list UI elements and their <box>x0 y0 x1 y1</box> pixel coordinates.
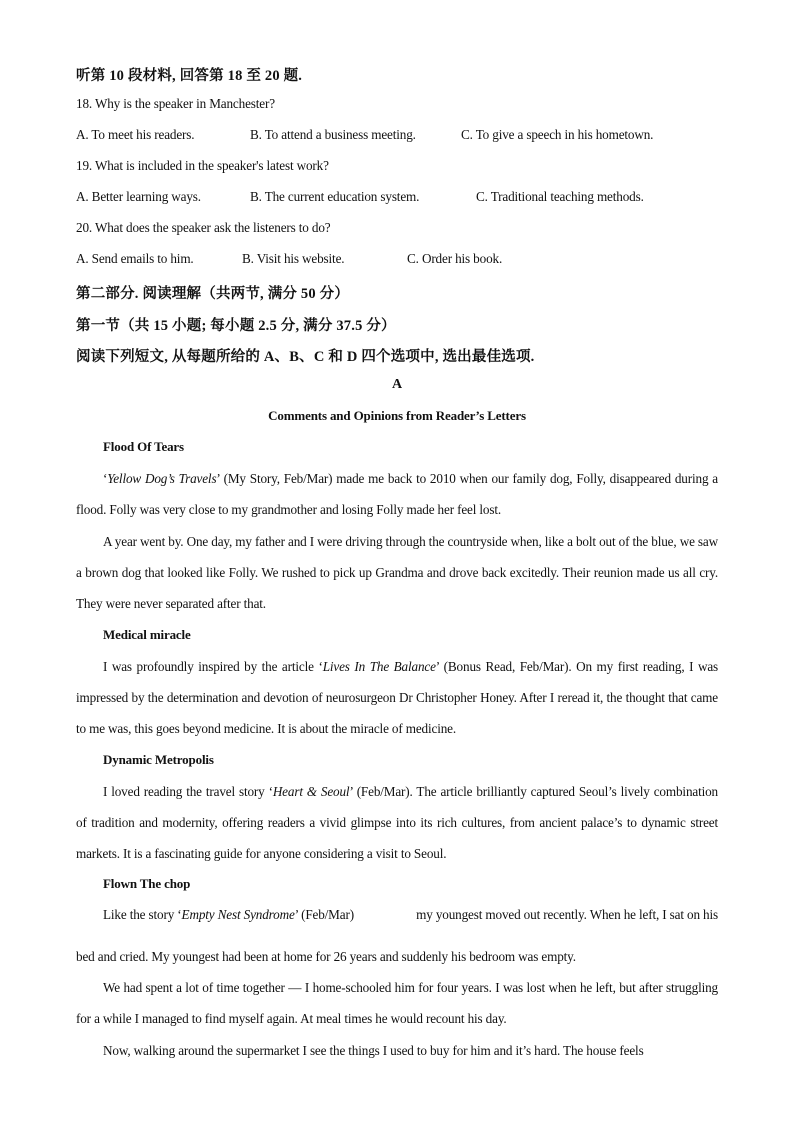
letter-heading: Flood Of Tears <box>103 439 184 454</box>
letter-paragraph: A year went by. One day, my father and I were driving through the countryside when, like a bolt out of the blue, we saw a brown dog that looked like Folly. We rushed to pick up Grandma and drove back excitedly. Their reunion made us all cry. They were never separated after that. <box>76 534 718 612</box>
question-18-options <box>76 127 653 143</box>
letter-heading: Dynamic Metropolis <box>103 752 214 767</box>
story-title: Lives In The Balance <box>322 659 436 674</box>
letter-paragraph: I loved reading the travel story ‘Heart & Seoul’ (Feb/Mar). The article brilliantly captured Seoul’s lively combination of tradition and modernity, offering readers a vivid glimpse into its rich cultures, from ancient palace’s to dynamic street markets. It is a fascinating guide for anyone considering a visit to Seoul. <box>76 784 719 862</box>
letter-paragraph: I was profoundly inspired by the article ‘Lives In The Balance’ (Bonus Read, Feb/Mar). On my first reading, I was impressed by the determination and devotion of neurosurgeon Dr Christopher Honey. After I reread it, the thought that came to me was, this goes beyond medicine. It is about the miracle of medicine. <box>76 659 718 737</box>
story-title: Yellow Dog’s Travels <box>107 471 217 486</box>
option-a: A. Better learning ways. <box>76 189 201 204</box>
option-a: A. Send emails to him. <box>76 251 194 266</box>
option-b: B. Visit his website. <box>242 251 345 266</box>
passage-title: Comments and Opinions from Reader’s Letters <box>268 408 526 423</box>
part2-instruction: 阅读下列短文, 从每题所给的 A、B、C 和 D 四个选项中, 选出最佳选项. <box>76 349 535 365</box>
option-b: B. The current education system. <box>250 189 420 204</box>
section10-heading: 听第 10 段材料, 回答第 18 至 20 题. <box>76 68 303 84</box>
question-18-stem: 18. Why is the speaker in Manchester? <box>76 96 275 111</box>
letter-paragraph-first-line: Like the story ‘Empty Nest Syndrome’ (Feb/Mar) my youngest moved out recently. When he left, I sat on his <box>103 907 718 922</box>
letter-heading: Medical miracle <box>103 627 191 642</box>
story-title: Empty Nest Syndrome <box>181 907 295 922</box>
option-c: C. To give a speech in his hometown. <box>461 127 654 142</box>
letter-heading: Flown The chop <box>103 876 191 891</box>
question-19-stem: 19. What is included in the speaker's latest work? <box>76 158 329 173</box>
question-20-stem: 20. What does the speaker ask the listeners to do? <box>76 220 331 235</box>
part2-title: 第二部分. 阅读理解（共两节, 满分 50 分） <box>76 286 350 302</box>
option-c: C. Traditional teaching methods. <box>476 189 644 204</box>
passage-letter: A <box>392 377 402 392</box>
option-a: A. To meet his readers. <box>76 127 195 142</box>
part2-section1: 第一节（共 15 小题; 每小题 2.5 分, 满分 37.5 分） <box>76 318 396 334</box>
story-title: Heart & Seoul <box>272 784 350 799</box>
question-20-options <box>76 251 502 267</box>
letter-paragraph-continuation: bed and cried. My youngest had been at home for 26 years and suddenly his bedroom was empty. <box>76 949 576 964</box>
option-b: B. To attend a business meeting. <box>250 127 416 142</box>
letter-paragraph: We had spent a lot of time together — I home-schooled him for four years. I was lost when he left, but after struggling for a while I managed to find myself again. At meal times he would recount his day. <box>76 980 718 1027</box>
option-c: C. Order his book. <box>407 251 503 266</box>
letter-paragraph: ‘Yellow Dog’s Travels’ (My Story, Feb/Mar) made me back to 2010 when our family dog, Folly, disappeared during a flood. Folly was very close to my grandmother and losing Folly made her feel lost. <box>76 471 718 518</box>
letter-paragraph: Now, walking around the supermarket I see the things I used to buy for him and it’s hard. The house feels <box>103 1043 644 1058</box>
question-19-options <box>76 189 644 205</box>
